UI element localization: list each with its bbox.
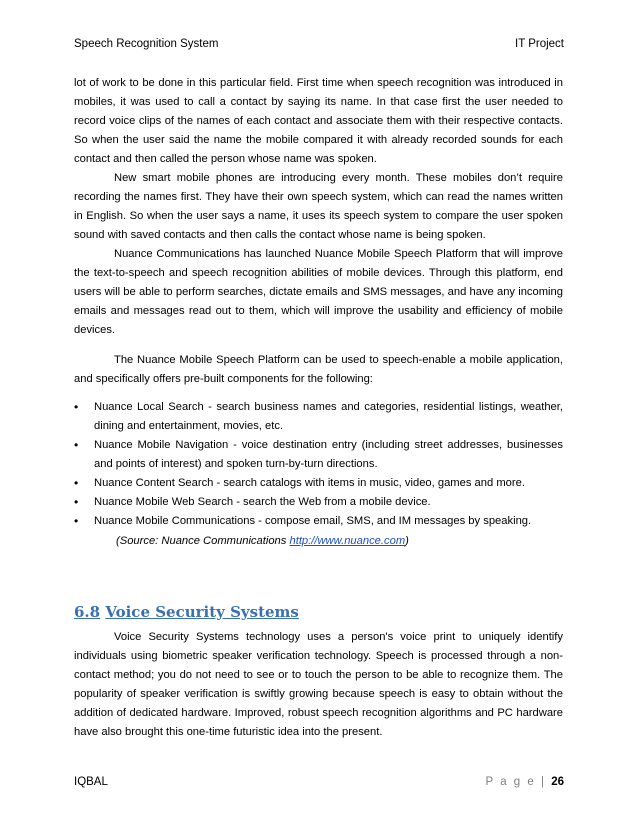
paragraph-2-block	[74, 169, 563, 245]
paragraph-3: Nuance Communications has launched Nuance Mobile Speech Platform that will improve the text-to-speech and speech recognition abilities of mobile devices. Through this platform, end users will be able to perform searches, dictate emails and SMS messages, and have any incoming emails and messages read out to them, which will improve the usability and efficiency of mobile devices.	[74, 248, 563, 336]
bullet-icon: •	[74, 400, 79, 414]
bullet-icon: •	[74, 438, 79, 452]
paragraph-4-block	[74, 351, 563, 389]
section-title-text: Voice Security Systems	[105, 603, 299, 621]
section-number: 6.8	[74, 603, 101, 621]
section-paragraph: Voice Security Systems technology uses a person's voice print to uniquely identify individuals using biometric speaker verification technology. Speech is processed through a non-contact method; you do not need to see or to touch the person to be able to recognize them. The popularity of speaker verification is swiftly growing because speech is easy to obtain without the addition of dedicated hardware. Improved, robust speech recognition algorithms and PC hardware have also brought this one-time futuristic idea into the present.	[74, 631, 563, 738]
paragraph-1-block	[74, 74, 563, 169]
list-item-text: Nuance Mobile Navigation - voice destination entry (including street addresses, businesses and points of interest) and spoken turn-by-turn directions.	[94, 439, 563, 470]
page-header	[74, 38, 564, 50]
list-item-text: Nuance Mobile Communications - compose email, SMS, and IM messages by speaking.	[94, 515, 532, 527]
section-paragraph-block	[74, 628, 563, 742]
source-citation	[116, 535, 409, 547]
page-separator: |	[541, 776, 546, 788]
page-number: 26	[551, 776, 564, 788]
header-project: IT Project	[515, 38, 564, 50]
source-suffix: )	[405, 535, 409, 547]
component-list	[74, 398, 563, 531]
bullet-icon: •	[74, 495, 79, 509]
list-item	[74, 398, 563, 436]
paragraph-4: The Nuance Mobile Speech Platform can be used to speech-enable a mobile application, and specifically offers pre-built components for the following:	[74, 354, 563, 385]
paragraph-3-block	[74, 245, 563, 340]
paragraph-2: New smart mobile phones are introducing every month. These mobiles don’t require recording the names first. They have their own speech system, which can read the names written in English. So when the user says a name, it uses its speech system to compare the user spoken sound with saved contacts and then calls the contact whose name is being spoken.	[74, 172, 563, 241]
list-item	[74, 474, 563, 493]
page-footer	[74, 776, 564, 788]
list-item	[74, 512, 563, 531]
page-indicator	[486, 776, 564, 788]
bullet-icon: •	[74, 514, 79, 528]
list-item-text: Nuance Local Search - search business names and categories, residential listings, weather, dining and entertainment, movies, etc.	[94, 401, 563, 432]
footer-author: IQBAL	[74, 776, 108, 788]
source-prefix: (Source: Nuance Communications	[116, 535, 290, 547]
source-link[interactable]: http://www.nuance.com	[289, 535, 406, 547]
section-heading	[74, 603, 299, 621]
list-item	[74, 436, 563, 474]
header-title: Speech Recognition System	[74, 38, 219, 50]
list-item-text: Nuance Content Search - search catalogs with items in music, video, games and more.	[94, 477, 525, 489]
page-label: P a g e	[485, 776, 536, 788]
paragraph-1: lot of work to be done in this particular field. First time when speech recognition was introduced in mobiles, it was used to call a contact by saying its name. In that case first the user needed to record voice clips of the names of each contact and associate them with their respective contacts. So when the user said the name the mobile compared it with already recorded sounds for each contact and then called the person whose name was spoken.	[74, 77, 563, 165]
bullet-icon: •	[74, 476, 79, 490]
list-item-text: Nuance Mobile Web Search - search the Web from a mobile device.	[94, 496, 431, 508]
list-item	[74, 493, 563, 512]
